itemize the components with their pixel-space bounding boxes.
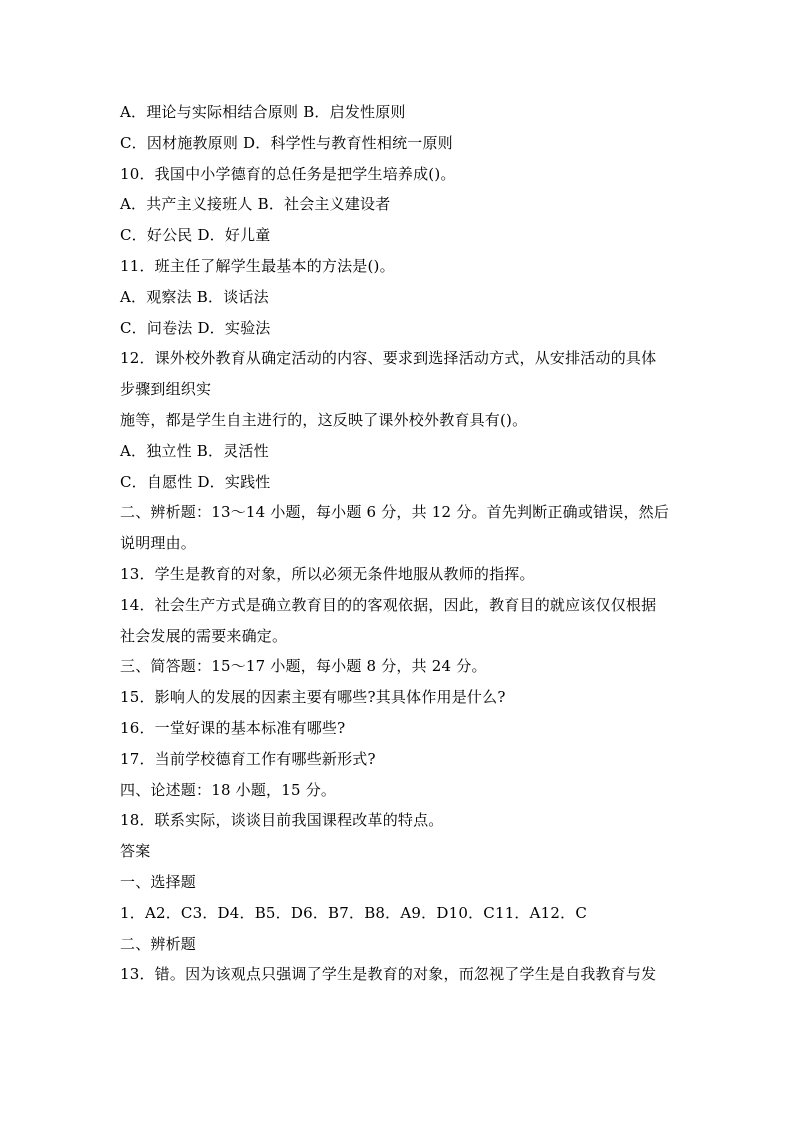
- answers-heading: 答案: [120, 842, 151, 861]
- option-line: A．理论与实际相结合原则 B．启发性原则: [120, 103, 406, 121]
- question-12-continued: 施等，都是学生自主进行的，这反映了课外校外教育具有()。: [120, 410, 528, 429]
- question-16: 16．一堂好课的基本标准有哪些?: [120, 718, 346, 737]
- option-line: A．观察法 B．谈话法: [120, 287, 269, 306]
- question-14: 14．社会生产方式是确立教育目的的客观依据，因此，教育目的就应该仅仅根据: [120, 595, 657, 614]
- section-heading-short-answer: 三、简答题：15～17 小题，每小题 8 分，共 24 分。: [120, 657, 487, 676]
- question-14-continued: 社会发展的需要来确定。: [120, 626, 288, 645]
- option-line: A．共产主义接班人 B．社会主义建设者: [120, 195, 391, 214]
- document-body: [120, 97, 680, 990]
- question-15: 15．影响人的发展的因素主要有哪些?其具体作用是什么?: [120, 688, 506, 707]
- question-10: 10．我国中小学德育的总任务是把学生培养成()。: [120, 164, 456, 183]
- section-heading-continued: 说明理由。: [120, 534, 197, 553]
- answers-discrimination-heading: 二、辨析题: [120, 934, 197, 953]
- question-18: 18．联系实际，谈谈目前我国课程改革的特点。: [120, 811, 444, 830]
- option-line: C．因材施教原则 D．科学性与教育性相统一原则: [120, 133, 453, 152]
- answers-choice-heading: 一、选择题: [120, 872, 197, 891]
- answer-13: 13．错。因为该观点只强调了学生是教育的对象，而忽视了学生是自我教育与发: [120, 965, 657, 984]
- question-12-continued: 步骤到组织实: [120, 380, 212, 399]
- question-12: 12．课外校外教育从确定活动的内容、要求到选择活动方式，从安排活动的具体: [120, 349, 657, 368]
- option-line: A．独立性 B．灵活性: [120, 441, 269, 460]
- question-13: 13．学生是教育的对象，所以必须无条件地服从教师的指挥。: [120, 564, 535, 583]
- question-17: 17．当前学校德育工作有哪些新形式?: [120, 749, 376, 768]
- option-line: C．自愿性 D．实践性: [120, 472, 271, 491]
- answers-choice-list: 1．A2．C3．D4．B5．D6．B7．B8．A9．D10．C11．A12．C: [120, 903, 588, 922]
- section-heading-essay: 四、论述题：18 小题，15 分。: [120, 780, 337, 799]
- question-11: 11．班主任了解学生最基本的方法是()。: [120, 256, 395, 275]
- option-line: C．好公民 D．好儿童: [120, 226, 271, 245]
- option-line: C．问卷法 D．实验法: [120, 318, 271, 337]
- section-heading-discrimination: 二、辨析题：13～14 小题，每小题 6 分，共 12 分。首先判断正确或错误，然后: [120, 503, 670, 522]
